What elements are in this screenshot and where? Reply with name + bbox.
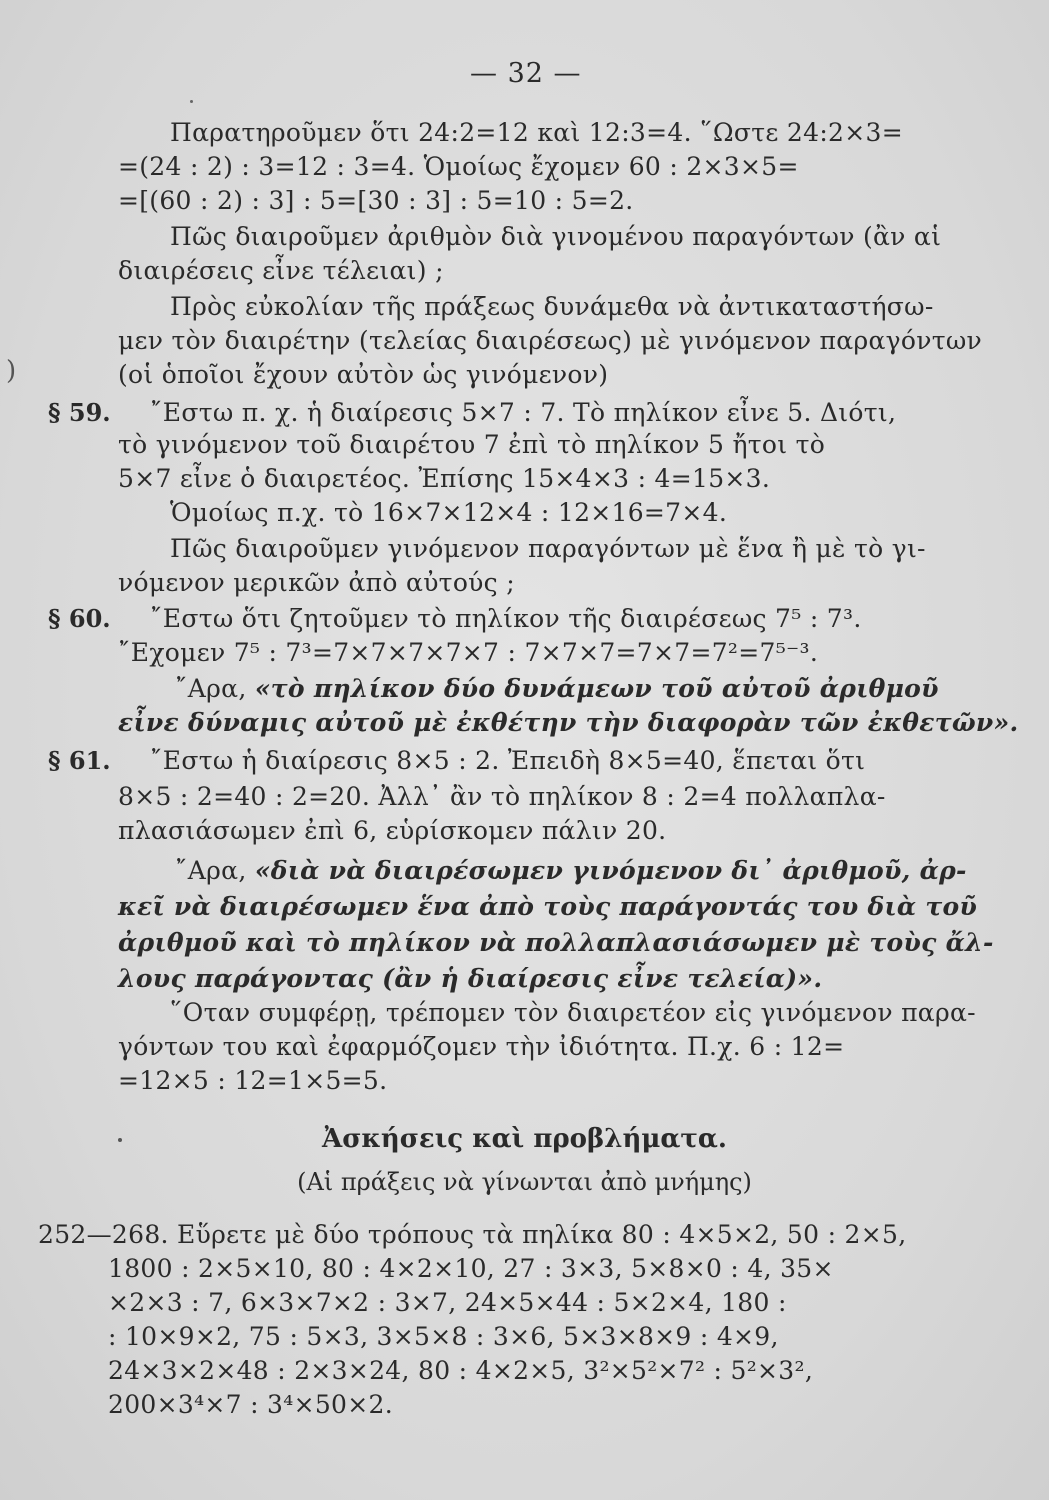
exercise-line: 200×3⁴×7 : 3⁴×50×2. <box>108 1390 393 1419</box>
text-line: ῎Εστω ὅτι ζητοῦμεν τὸ πηλίκον τῆς διαιρέσεως 7⁵ : 7³. <box>150 604 862 633</box>
text-line: γόντων του καὶ ἐφαρμόζομεν τὴν ἰδιότητα. Π.χ. 6 : 12= <box>118 1032 845 1061</box>
rule-text: ἀριθμοῦ καὶ τὸ πηλίκον νὰ πολλαπλασιάσωμεν μὲ τοὺς ἄλ- <box>118 928 994 957</box>
section-subtitle: (Αἱ πράξεις νὰ γίνωνται ἀπὸ μνήμης) <box>297 1168 752 1196</box>
rule-text: λους παράγοντας (ἂν ἡ διαίρεσις εἶνε τελεία)». <box>118 964 823 993</box>
text-line: Πῶς διαιροῦμεν ἀριθμὸν διὰ γινομένου παραγόντων (ἂν αἱ <box>170 222 942 251</box>
margin-mark: ) <box>6 356 17 386</box>
section-heading: Ἀσκήσεις καὶ προβλήματα. <box>322 1124 727 1154</box>
section-number: § 61. <box>48 746 111 775</box>
text-line: ῞Οταν συμφέρῃ, τρέπομεν τὸν διαιρετέον εἰς γινόμενον παρα- <box>170 998 976 1027</box>
rule-lead: ῎Αρα, <box>175 856 255 885</box>
rule-lead: ῎Αρα, <box>175 674 255 703</box>
text-line: Πρὸς εὐκολίαν τῆς πράξεως δυνάμεθα νὰ ἀντικαταστήσω- <box>170 292 934 321</box>
rule-line <box>175 674 939 704</box>
section-number: § 60. <box>48 604 111 633</box>
text-line: Παρατηροῦμεν ὅτι 24:2=12 καὶ 12:3=4. ῞Ωστε 24:2×3= <box>170 118 903 147</box>
exercise-line: : 10×9×2, 75 : 5×3, 3×5×8 : 3×6, 5×3×8×9 : 4×9, <box>108 1322 779 1351</box>
exercise-line: 1800 : 2×5×10, 80 : 4×2×10, 27 : 3×3, 5×8×0 : 4, 35× <box>108 1254 834 1283</box>
exercise-line: 24×3×2×48 : 2×3×24, 80 : 4×2×5, 3²×5²×7² : 5²×3², <box>108 1356 814 1385</box>
text-line: πλασιάσωμεν ἐπὶ 6, εὑρίσκομεν πάλιν 20. <box>118 816 667 845</box>
text-line: ῎Εχομεν 7⁵ : 7³=7×7×7×7×7 : 7×7×7=7×7=7²=7⁵⁻³. <box>118 638 819 667</box>
rule-text: «διὰ νὰ διαιρέσωμεν γινόμενον δι᾿ ἀριθμοῦ, ἀρ- <box>254 856 967 885</box>
text-line: ῎Εστω π. χ. ἡ διαίρεσις 5×7 : 7. Τὸ πηλίκον εἶνε 5. Διότι, <box>150 398 897 427</box>
text-line: 5×7 εἶνε ὁ διαιρετέος. Ἐπίσης 15×4×3 : 4=15×3. <box>118 464 771 493</box>
text-line: 8×5 : 2=40 : 2=20. Ἀλλ᾿ ἂν τὸ πηλίκον 8 : 2=4 πολλαπλα- <box>118 782 886 811</box>
text-line: μεν τὸν διαιρέτην (τελείας διαιρέσεως) μὲ γινόμενον παραγόντων <box>118 326 983 355</box>
text-line: Πῶς διαιροῦμεν γινόμενον παραγόντων μὲ ἕνα ἢ μὲ τὸ γι- <box>170 534 926 563</box>
rule-text: εἶνε δύναμις αὐτοῦ μὲ ἐκθέτην τὴν διαφορὰν τῶν ἐκθετῶν». <box>118 708 1019 737</box>
exercise-line: 252—268. Εὕρετε μὲ δύο τρόπους τὰ πηλίκα 80 : 4×5×2, 50 : 2×5, <box>38 1220 907 1249</box>
section-number: § 59. <box>48 398 111 427</box>
text-line: ῎Εστω ἡ διαίρεσις 8×5 : 2. Ἐπειδὴ 8×5=40, ἕπεται ὅτι <box>150 746 866 775</box>
rule-text: «τὸ πηλίκον δύο δυνάμεων τοῦ αὐτοῦ ἀριθμοῦ <box>254 674 939 703</box>
speck <box>190 100 193 103</box>
text-line: τὸ γινόμενον τοῦ διαιρέτου 7 ἐπὶ τὸ πηλίκον 5 ἤτοι τὸ <box>118 430 826 459</box>
text-line: =(24 : 2) : 3=12 : 3=4. Ὁμοίως ἔχομεν 60 : 2×3×5= <box>118 152 799 181</box>
text-line: =[(60 : 2) : 3] : 5=[30 : 3] : 5=10 : 5=2. <box>118 186 634 215</box>
text-line: διαιρέσεις εἶνε τέλειαι) ; <box>118 256 444 285</box>
text-line: =12×5 : 12=1×5=5. <box>118 1066 388 1095</box>
exercise-line: ×2×3 : 7, 6×3×7×2 : 3×7, 24×5×44 : 5×2×4, 180 : <box>108 1288 787 1317</box>
text-line: Ὁμοίως π.χ. τὸ 16×7×12×4 : 12×16=7×4. <box>170 498 728 527</box>
page-number: — 32 — <box>470 58 582 89</box>
text-line: νόμενον μερικῶν ἀπὸ αὐτούς ; <box>118 568 515 597</box>
rule-text: κεῖ νὰ διαιρέσωμεν ἕνα ἀπὸ τοὺς παράγοντάς του διὰ τοῦ <box>118 892 978 921</box>
text-line: (οἱ ὁποῖοι ἔχουν αὐτὸν ὡς γινόμενον) <box>118 360 609 389</box>
rule-line <box>175 856 967 886</box>
